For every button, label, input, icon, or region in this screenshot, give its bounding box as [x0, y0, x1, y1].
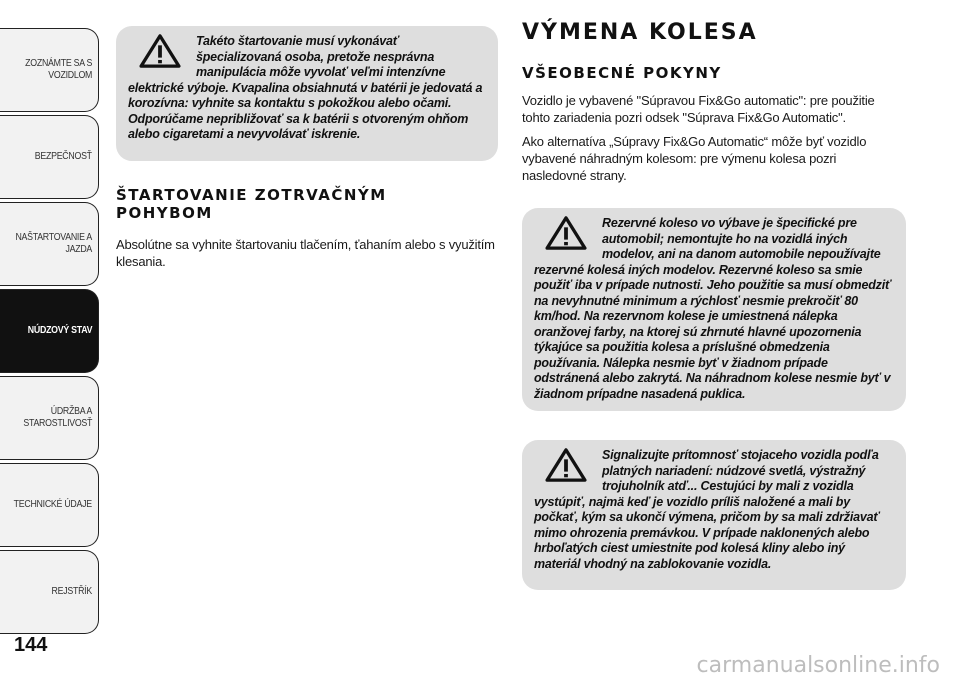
- warning-triangle-icon: [138, 34, 182, 68]
- tab-label: ÚDRŽBA A STAROSTLIVOSŤ: [23, 405, 92, 429]
- warning-box-spare-wheel: [522, 208, 906, 411]
- tab-label: BEZPEČNOSŤ: [34, 150, 92, 162]
- tab-label: NÚDZOVÝ STAV: [27, 324, 92, 336]
- watermark: carmanualsonline.info: [696, 653, 940, 678]
- section-heading-zotrvacnym: ŠTARTOVANIE ZOTRVAČNÝM POHYBOM: [116, 186, 387, 222]
- body-text-zotrvacnym: Absolútne sa vyhnite štartovaniu tlačením, ťahaním alebo s využitím klesania.: [116, 237, 495, 269]
- tab-zoznamte-sa[interactable]: [0, 28, 99, 112]
- warning-triangle-icon: [544, 216, 588, 250]
- warning-triangle-icon: [544, 448, 588, 482]
- warning-box-battery: [116, 26, 498, 161]
- page-heading: VÝMENA KOLESA: [522, 20, 758, 45]
- tab-nastartovanie[interactable]: [0, 202, 99, 286]
- tab-label: NAŠTARTOVANIE A JAZDA: [15, 231, 92, 255]
- body-text-para1: Vozidlo je vybavené "Súpravou Fix&Go automatic": pre použitie tohto zariadenia pozri odsek "Súprava Fix&Go Automatic".: [522, 93, 875, 125]
- tab-technicke-udaje[interactable]: [0, 463, 99, 547]
- tab-udrzba[interactable]: [0, 376, 99, 460]
- warning-box-signalize: [522, 440, 906, 590]
- body-text-para2: Ako alternatíva „Súpravy Fix&Go Automatic“ môže byť vozidlo vybavené náhradným kolesom: pre výmenu kolesa pozri nasledovné strany.: [522, 134, 867, 183]
- section-heading-vseobecne: VŠEOBECNÉ POKYNY: [522, 64, 722, 82]
- warning-text: Rezervné koleso vo výbave je špecifické pre automobil; nemontujte ho na vozidlá iných modelov, ani na danom automobile nepoužívajte rezervné kolesá iných modelov. Rezervné koleso sa smie použiť iba v prípade nutnosti. Jeho použitie sa musí obmedziť na nevyhnutné minimum a rýchlosť nesmie prekročiť 80 km/hod. Na rezervnom kolese je umiestnená nálepka oranžovej farby, na ktorej sú zhrnuté hlavné upozornenia týkajúce sa použitia kolesa a príslušné obmedzenia používania. Nálepka nesmie byť v žiadnom prípade odstránená alebo zakrytá. Na náhradnom kolese nesmie byť v žiadnom prípadne nasadená puklica.: [534, 216, 891, 401]
- tab-label: ZOZNÁMTE SA S VOZIDLOM: [25, 57, 92, 81]
- tab-rejstrik[interactable]: [0, 550, 99, 634]
- tab-label: REJSTŘÍK: [51, 585, 92, 597]
- warning-text: Signalizujte prítomnosť stojaceho vozidla podľa platných nariadení: núdzové svetlá, výstražný trojuholník atď... Cestujúci by mali z vozidla vystúpiť, najmä keď je vozidlo príliš naložené a mali by počkať, kým sa ukončí výmena, pričom by sa mali zdržiavať mimo ohrozenia premávkou. V prípade naklonených alebo hrboľatých ciest umiestnite pod kolesá kliny alebo iný materiál vhodný na zablokovanie vozidla.: [534, 448, 880, 571]
- tab-nudzovy-stav[interactable]: [0, 289, 99, 373]
- tab-label: TECHNICKÉ ÚDAJE: [13, 498, 92, 510]
- tab-bezpecnost[interactable]: [0, 115, 99, 199]
- page-number: 144: [14, 634, 48, 656]
- warning-text: Takéto štartovanie musí vykonávať špecializovaná osoba, pretože nesprávna manipulácia môže vyvolať veľmi intenzívne elektrické výboje. Kvapalina obsiahnutá v batérii je jedovatá a korozívna: vyhnite sa kontaktu s pokožkou alebo očami. Odporúčame nepribližovať sa k batérii s otvoreným ohňom alebo cigaretami a nevyvolávať iskrenie.: [128, 34, 483, 141]
